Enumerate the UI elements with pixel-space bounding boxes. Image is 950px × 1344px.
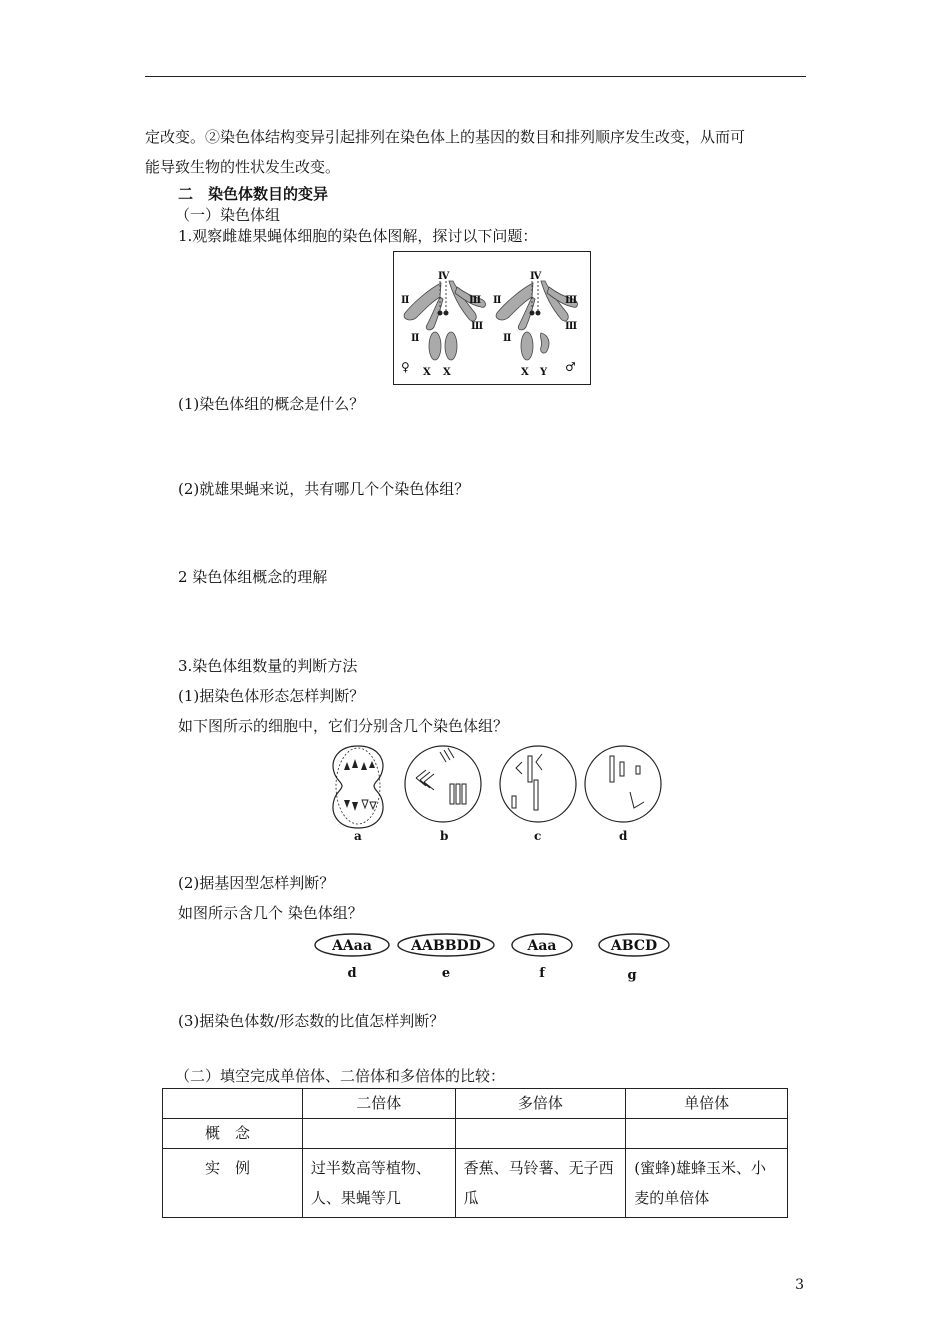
comparison-table xyxy=(162,1088,788,1218)
table-header-cell: 二倍体 xyxy=(302,1089,455,1119)
item-3-heading: 3.染色体组数量的判断方法 xyxy=(178,657,358,675)
continuation-line-2: 能导致生物的性状发生改变。 xyxy=(145,158,341,176)
question-1-intro: 1.观察雌雄果蝇体细胞的染色体图解，探讨以下问题： xyxy=(178,227,538,245)
subsection-heading-1: （一）染色体组 xyxy=(175,206,281,224)
table-cell: 香蕉、马铃薯、无子西瓜 xyxy=(455,1149,626,1218)
female-chromosome-x-2 xyxy=(445,332,457,360)
female-label-iv: Ⅳ xyxy=(438,271,450,282)
male-label-x: X xyxy=(521,367,529,378)
header-rule xyxy=(145,76,806,77)
table-cell: (蜜蜂)雄蜂玉米、小麦的单倍体 xyxy=(626,1149,788,1218)
female-label-iii-top: Ⅲ xyxy=(469,295,482,306)
question-3-2-prompt: 如图所示含几个 染色体组？ xyxy=(178,904,363,922)
table-row xyxy=(163,1149,788,1218)
female-symbol: ♀ xyxy=(401,360,410,374)
cell-d-rod-long xyxy=(610,756,614,782)
male-label-ii-top: Ⅱ xyxy=(493,295,502,306)
cell-a-upper-chromosomes xyxy=(344,759,375,770)
question-3-1: (1)据染色体形态怎样判断？ xyxy=(178,687,365,705)
subsection-heading-2: （二）填空完成单倍体、二倍体和多倍体的比较： xyxy=(175,1067,506,1085)
question-1-2: (2)就雄果蝇来说，共有哪几个个染色体组？ xyxy=(178,480,470,498)
male-symbol: ♂ xyxy=(565,360,576,374)
male-chromosome-x xyxy=(521,332,533,360)
female-label-ii-bottom: Ⅱ xyxy=(411,333,420,344)
cell-b-rod-1 xyxy=(450,784,454,804)
table-header-cell xyxy=(163,1089,303,1119)
female-label-x-1: X xyxy=(423,367,431,378)
table-cell xyxy=(626,1119,788,1149)
genotype-label-d: d xyxy=(347,966,357,981)
continuation-line-1: 定改变。②染色体结构变异引起排列在染色体上的基因的数目和排列顺序发生改变，从而可 xyxy=(145,128,746,146)
cell-b-chevron-bottom xyxy=(416,778,434,790)
female-label-ii-top: Ⅱ xyxy=(401,295,410,306)
page-number: 3 xyxy=(795,1277,804,1293)
fruit-fly-chromosome-figure xyxy=(393,251,591,385)
table-header-cell: 单倍体 xyxy=(626,1089,788,1119)
table-header-row xyxy=(163,1089,788,1119)
female-label-iii-bottom: Ⅲ xyxy=(471,321,484,332)
cell-label-c: c xyxy=(534,829,542,843)
genotype-text-f: Aaa xyxy=(527,938,557,954)
genotype-text-d: AAaa xyxy=(332,938,372,954)
cell-label-a: a xyxy=(354,829,362,843)
cell-d-rod-short xyxy=(636,766,640,774)
cell-a-lower-chromosomes-light xyxy=(362,800,376,809)
genotype-figure xyxy=(312,932,674,984)
table-row xyxy=(163,1119,788,1149)
male-label-iv: Ⅳ xyxy=(530,271,542,282)
cell-c-rod-short xyxy=(512,796,516,808)
male-label-y: Y xyxy=(540,367,548,378)
cell-a-outline xyxy=(333,746,383,828)
question-3-3: (3)据染色体数/形态数的比值怎样判断？ xyxy=(178,1012,445,1030)
genotype-label-f: f xyxy=(539,966,545,981)
cell-label-d: d xyxy=(619,829,628,843)
female-label-x-2: X xyxy=(443,367,451,378)
section-heading: 二 染色体数目的变异 xyxy=(178,185,329,203)
table-cell xyxy=(302,1119,455,1149)
question-1-1: (1)染色体组的概念是什么？ xyxy=(178,395,365,413)
cell-c-chevron-left xyxy=(516,762,522,774)
table-cell: 过半数高等植物、人、果蝇等几 xyxy=(302,1149,455,1218)
table-header-cell: 多倍体 xyxy=(455,1089,626,1119)
cell-d-bent-chromosome xyxy=(630,792,644,808)
cell-label-b: b xyxy=(440,829,449,843)
cell-b-rod-3 xyxy=(462,784,466,804)
cell-c-rod-long xyxy=(528,756,532,782)
question-3-2: (2)据基因型怎样判断？ xyxy=(178,874,335,892)
cell-a-lower-chromosomes-dark xyxy=(344,800,358,811)
female-chromosome-x-1 xyxy=(429,332,441,360)
genotype-text-e: AABBDD xyxy=(411,938,481,954)
cell-d-rod-medium xyxy=(620,762,624,776)
male-label-iii-bottom: Ⅲ xyxy=(565,321,578,332)
cell-b-rod-2 xyxy=(456,784,460,804)
cell-chromosome-figure xyxy=(328,742,664,846)
cell-c-rod-tall xyxy=(534,780,538,810)
cell-d-outline xyxy=(585,746,661,822)
genotype-label-g: g xyxy=(627,968,637,983)
table-cell xyxy=(455,1119,626,1149)
genotype-label-e: e xyxy=(441,966,451,981)
item-2-heading: 2 染色体组概念的理解 xyxy=(178,568,328,586)
table-row-label: 实 例 xyxy=(163,1149,303,1218)
male-label-ii-bottom: Ⅱ xyxy=(503,333,512,344)
cell-b-slash-chromosomes xyxy=(440,748,454,762)
cell-c-chevron-right xyxy=(536,754,542,770)
genotype-text-g: ABCD xyxy=(610,938,658,954)
table-row-label: 概 念 xyxy=(163,1119,303,1149)
question-3-1-prompt: 如下图所示的细胞中，它们分别含几个染色体组？ xyxy=(178,717,509,735)
male-label-iii-top: Ⅲ xyxy=(565,295,578,306)
